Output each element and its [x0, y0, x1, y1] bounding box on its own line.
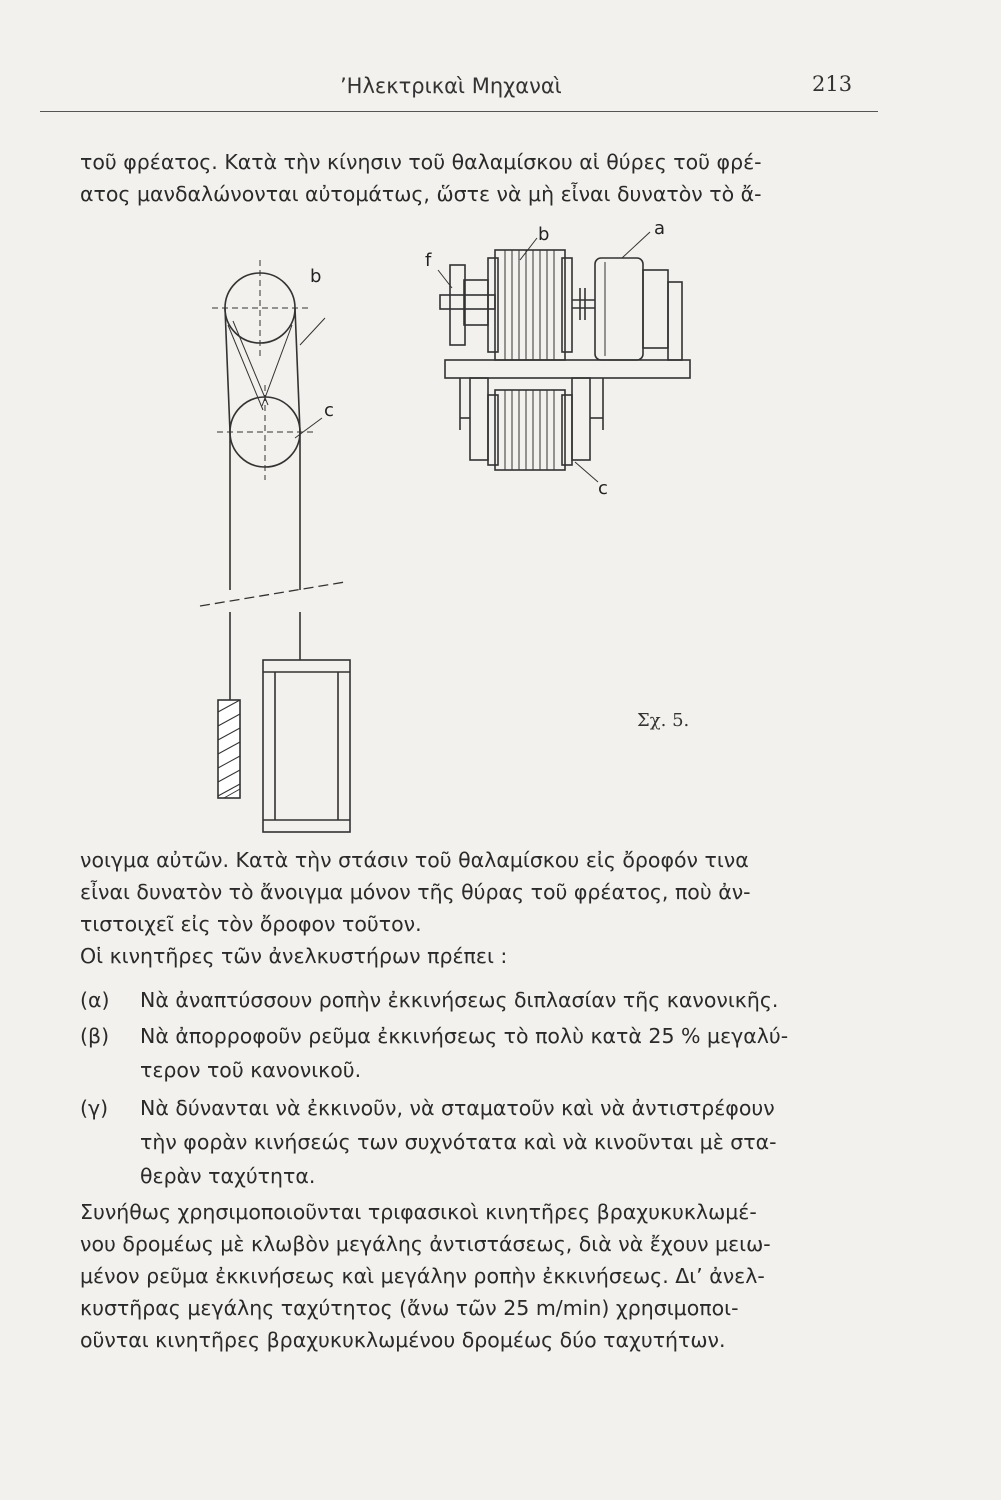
brake-pulley-f	[440, 265, 495, 345]
paragraph-line: οῦνται κινητῆρες βραχυκυκλωμένου δρομέως δύο ταχυτήτων.	[80, 1328, 726, 1352]
paragraph-line: Συνήθως χρησιμοποιοῦνται τριφασικοὶ κινητῆρες βραχυκυκλωμέ-	[80, 1200, 757, 1224]
middle-paragraph	[80, 844, 900, 972]
label-b-right: b	[538, 224, 550, 245]
elevator-car	[263, 660, 350, 832]
paragraph-line: Οἱ κινητῆρες τῶν ἀνελκυστήρων πρέπει :	[80, 944, 508, 968]
paragraph-line: ατος μανδαλώνονται αὐτομάτως, ὥστε νὰ μὴ εἶναι δυνατὸν τὸ ἄ-	[80, 182, 762, 206]
label-a: a	[654, 218, 666, 239]
label-c-right: c	[598, 478, 608, 499]
counterweight	[218, 700, 240, 798]
label-c-left: c	[324, 400, 334, 421]
upper-drum	[488, 250, 572, 360]
list-marker: (γ)	[80, 1096, 109, 1120]
list-marker: (β)	[80, 1024, 110, 1048]
break-line	[200, 582, 345, 606]
list-item-text: Νὰ ἀναπτύσσουν ροπὴν ἐκκινήσεως διπλασίαν τῆς κανονικῆς.	[140, 988, 779, 1012]
lower-drum-c	[460, 378, 603, 470]
label-b-left: b	[310, 266, 322, 287]
paragraph-line: νοιγμα αὐτῶν. Κατὰ τὴν στάσιν τοῦ θαλαμίσκου εἰς ὄροφόν τινα	[80, 848, 749, 872]
coupling	[572, 288, 595, 320]
list-item-text: Νὰ ἀπορροφοῦν ρεῦμα ἐκκινήσεως τὸ πολὺ κατὰ 25 % μεγαλύ-	[140, 1024, 789, 1048]
label-f: f	[425, 250, 432, 271]
base-plate	[445, 360, 690, 378]
list-item-continuation: τὴν φορὰν κινήσεώς των συχνότατα καὶ νὰ κινοῦνται μὲ στα-	[140, 1130, 777, 1154]
paragraph-line: νου δρομέως μὲ κλωβὸν μεγάλης ἀντιστάσεως, διὰ νὰ ἔχουν μειω-	[80, 1232, 771, 1256]
paragraph-line: τιστοιχεῖ εἰς τὸν ὄροφον τοῦτον.	[80, 912, 422, 936]
paragraph-line: εἶναι δυνατὸν τὸ ἄνοιγμα μόνον τῆς θύρας τοῦ φρέατος, ποὺ ἀν-	[80, 880, 751, 904]
list-marker: (α)	[80, 988, 110, 1012]
list-item-continuation: θερὰν ταχύτητα.	[140, 1164, 316, 1188]
page-number: 213	[812, 72, 853, 96]
paragraph-line: κυστῆρας μεγάλης ταχύτητος (ἄνω τῶν 25 m/min) χρησιμοποι-	[80, 1296, 739, 1320]
list-item-text: Νὰ δύνανται νὰ ἐκκινοῦν, νὰ σταματοῦν καὶ νὰ ἀντιστρέφουν	[140, 1096, 775, 1120]
figure-caption: Σχ. 5.	[637, 710, 690, 731]
list-item-continuation: τερον τοῦ κανονικοῦ.	[140, 1058, 362, 1082]
bottom-paragraph	[80, 1196, 900, 1356]
paragraph-line: μένον ρεῦμα ἐκκινήσεως καὶ μεγάλην ροπὴν ἐκκινήσεως. Δι’ ἀνελ-	[80, 1264, 765, 1288]
hoist-ropes	[225, 308, 300, 700]
paragraph-line: τοῦ φρέατος. Κατὰ τὴν κίνησιν τοῦ θαλαμίσκου αἱ θύρες τοῦ φρέ-	[80, 150, 762, 174]
running-header-title: ’Ηλεκτρικαὶ Μηχαναὶ	[340, 74, 562, 98]
motor-a	[595, 258, 682, 360]
